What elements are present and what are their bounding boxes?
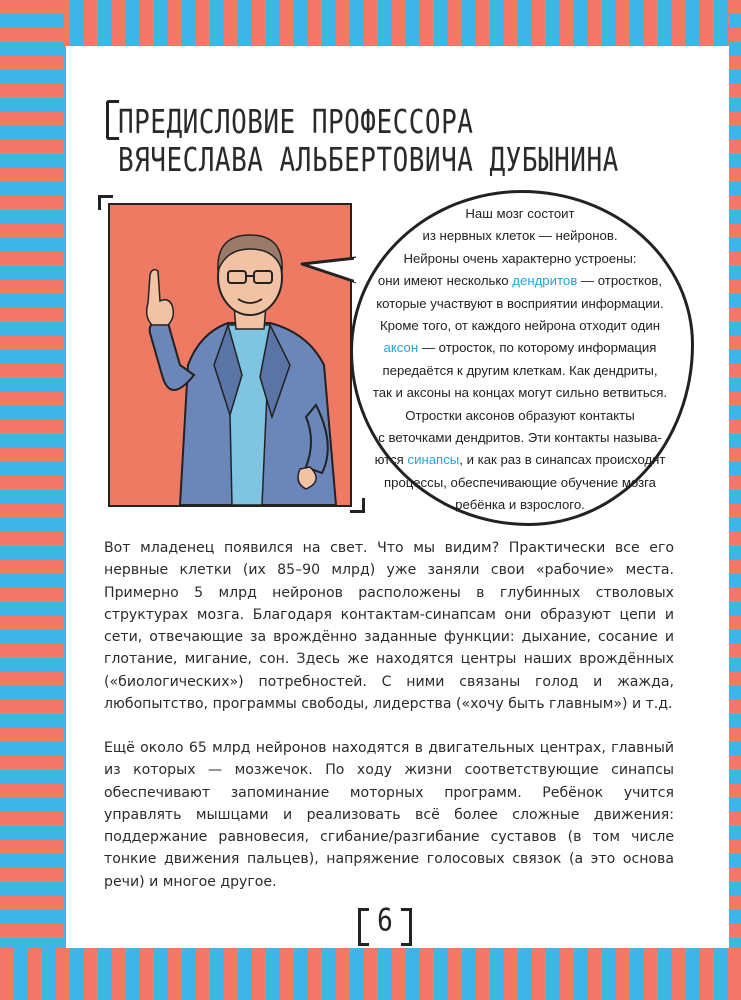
bubble-line: ются синапсы, и как раз в синапсах происходят: [374, 452, 666, 468]
decorative-stripes-right: [729, 0, 741, 1000]
body-paragraph-2: Ещё около 65 млрд нейронов находятся в двигательных центрах, главный из которых — мозжечок. По ходу жизни соответствующие синапсы обеспечивают запоминание моторных программ. Ребёнок учится управлять мышцами и реализовать всё более сложные движения: поддержание равновесия, сгибание/разгибание суставов (в том числе тонкие движения пальцев), напряжение голосовых связок (а это основа речи) и многое другое.: [104, 740, 674, 890]
bubble-line: Кроме того, от каждого нейрона отходит один: [380, 318, 660, 334]
bubble-line: процессы, обеспечивающие обучение мозга: [384, 474, 656, 490]
body-paragraph-1: Вот младенец появился на свет. Что мы видим? Практически все его нервные клетки (их 85–90 млрд) уже заняли свои «рабочие» места. Примерно 5 млрд нейронов расположены в глубинных стволовых структурах мозга. Благодаря контактам-синапсам они образуют цепи и сети, отвечающие за врождённо заданные функции: дыхание, сосание и глотание, мигание, сон. Здесь же находятся центры наших врождённых («биологических») потребностей. С ними связаны голод и жажда, любопытство, программы свободы, лидерства («хочу быть главным») и т.д.: [104, 540, 674, 713]
term-axon: аксон: [383, 340, 419, 356]
bubble-line: так и аксоны на концах могут сильно ветвиться.: [372, 385, 668, 401]
page-number: 6: [377, 903, 393, 939]
professor-illustration: [108, 203, 352, 507]
term-dendrites: дендритов: [512, 273, 578, 289]
term-synapses: синапсы: [407, 452, 460, 468]
page-number-frame: [352, 900, 418, 950]
bubble-line: которые участвуют в восприятии информации.: [376, 295, 664, 311]
bubble-line: ребёнка и взрослого.: [455, 497, 585, 513]
bubble-line: они имеют несколько дендритов — отростков,: [377, 273, 663, 289]
bubble-line: Наш мозг состоит: [465, 206, 575, 221]
bubble-line: из нервных клеток — нейронов.: [422, 228, 618, 244]
decorative-stripes-bottom: [0, 948, 741, 1000]
bubble-line: передаётся к другим клеткам. Как дендриты,: [382, 362, 658, 378]
decorative-stripes-top: [0, 0, 741, 46]
bubble-line: Нейроны очень характерно устроены:: [403, 250, 637, 266]
speech-bubble-tail: [300, 250, 360, 290]
heading-line-2: ВЯЧЕСЛАВА АЛЬБЕРТОВИЧА ДУБЫНИНА: [118, 142, 619, 180]
bubble-line: с веточками дендритов. Эти контакты называ-: [378, 430, 662, 446]
bubble-line: аксон — отросток, по которому информация: [383, 340, 657, 356]
decorative-stripes-left: [0, 0, 64, 1000]
bubble-line: Отростки аксонов образуют контакты: [405, 407, 635, 423]
heading-line-1: ПРЕДИСЛОВИЕ ПРОФЕССОРА: [118, 104, 474, 142]
speech-bubble-text: [352, 203, 688, 517]
